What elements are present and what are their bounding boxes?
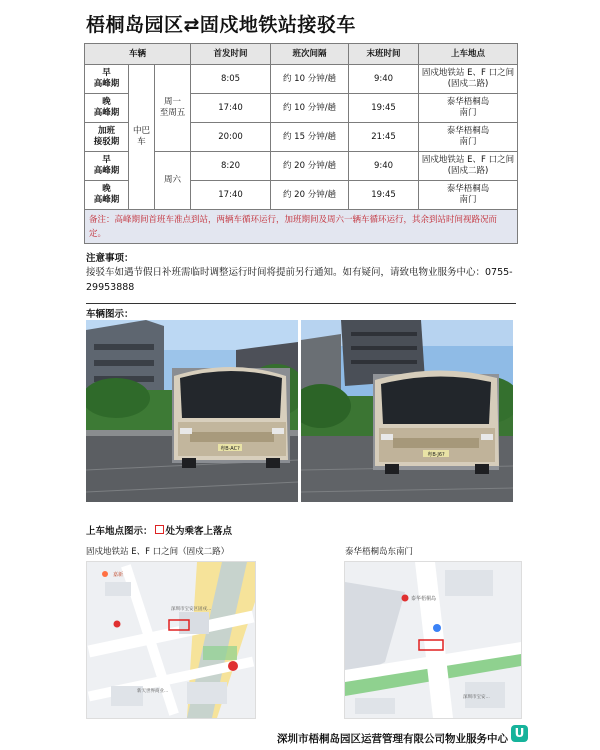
map1-label-1: 深圳市宝安区固戍... bbox=[171, 607, 212, 612]
last-time-cell: 19:45 bbox=[349, 181, 419, 210]
vehicle-type-cell: 中巴车 bbox=[129, 65, 155, 210]
pickup-heading-suffix: 处为乘客上落点 bbox=[165, 526, 233, 537]
interval-cell: 约 20 分钟/趟 bbox=[271, 152, 349, 181]
period-cell: 晚 高峰期 bbox=[85, 94, 129, 123]
last-time-cell: 21:45 bbox=[349, 123, 419, 152]
bus-illustration bbox=[301, 320, 513, 502]
page-title: 梧桐岛园区⇄固戍地铁站接驳车 bbox=[86, 14, 356, 36]
vehicle-heading: 车辆图示： bbox=[86, 309, 134, 320]
interval-cell: 约 15 分钟/趟 bbox=[271, 123, 349, 152]
location-cell: 泰华梧桐岛 南门 bbox=[419, 123, 518, 152]
first-time-cell: 8:05 bbox=[191, 65, 271, 94]
location2-label: 泰华梧桐岛东南门 bbox=[345, 547, 414, 557]
first-time-cell: 8:20 bbox=[191, 152, 271, 181]
remark-text: 备注：高峰期间首班车准点到站，两辆车循环运行，加班期间及周六一辆车循环运行，其余到站时间视路况而定。 bbox=[85, 210, 518, 244]
location-cell: 固戍地铁站 E、F 口之间 (固戍二路) bbox=[419, 65, 518, 94]
map-drawing bbox=[345, 562, 521, 718]
bus-illustration bbox=[86, 320, 298, 502]
license-plate-2: 粤B·J6? bbox=[427, 452, 445, 458]
remark-row bbox=[85, 210, 518, 244]
location-cell: 泰华梧桐岛 南门 bbox=[419, 181, 518, 210]
period-cell: 加班 接驳期 bbox=[85, 123, 129, 152]
table-row bbox=[85, 65, 518, 94]
pickup-marker-legend-icon bbox=[155, 525, 164, 534]
weekday-cell: 周一 至周五 bbox=[155, 65, 191, 152]
map2-label-1: 深圳市宝安... bbox=[463, 695, 490, 700]
header-interval: 班次间隔 bbox=[271, 44, 349, 65]
period-cell: 早 高峰期 bbox=[85, 152, 129, 181]
footer-org-name: 深圳市梧桐岛园区运营管理有限公司物业服务中心 bbox=[277, 733, 508, 745]
interval-cell: 约 10 分钟/趟 bbox=[271, 65, 349, 94]
location1-label: 固戍地铁站 E、F 口之间（固戍二路） bbox=[86, 547, 230, 557]
pickup-heading-label: 上车地点图示： bbox=[86, 526, 153, 537]
map-gushu-station bbox=[86, 561, 256, 719]
map2-label-0: 泰华梧桐岛 bbox=[411, 596, 437, 602]
pickup-heading bbox=[86, 523, 232, 537]
map-drawing bbox=[87, 562, 255, 718]
vehicle-photo-front bbox=[86, 320, 298, 502]
first-time-cell: 17:40 bbox=[191, 181, 271, 210]
header-first: 首发时间 bbox=[191, 44, 271, 65]
section-divider bbox=[86, 303, 516, 304]
saturday-cell: 周六 bbox=[155, 152, 191, 210]
map-taihua-wutongdao bbox=[344, 561, 522, 719]
first-time-cell: 17:40 bbox=[191, 94, 271, 123]
location-cell: 固戍地铁站 E、F 口之间 (固戍二路) bbox=[419, 152, 518, 181]
table-header-row bbox=[85, 44, 518, 65]
map1-label-2: 新天世界商业... bbox=[137, 689, 169, 694]
header-location: 上车地点 bbox=[419, 44, 518, 65]
header-vehicle: 车辆 bbox=[85, 44, 191, 65]
property-logo-icon: U bbox=[511, 725, 528, 742]
interval-cell: 约 20 分钟/趟 bbox=[271, 181, 349, 210]
schedule-table bbox=[84, 43, 518, 244]
vehicle-photo-angle bbox=[301, 320, 513, 502]
notice-heading: 注意事项： bbox=[86, 253, 134, 264]
last-time-cell: 19:45 bbox=[349, 94, 419, 123]
map1-label-0: 嘉新 bbox=[113, 572, 124, 578]
license-plate-1: 粤B·AC? bbox=[220, 446, 240, 452]
last-time-cell: 9:40 bbox=[349, 152, 419, 181]
interval-cell: 约 10 分钟/趟 bbox=[271, 94, 349, 123]
period-cell: 晚 高峰期 bbox=[85, 181, 129, 210]
location-cell: 泰华梧桐岛 南门 bbox=[419, 94, 518, 123]
period-cell: 早 高峰期 bbox=[85, 65, 129, 94]
header-last: 末班时间 bbox=[349, 44, 419, 65]
notice-body: 接驳车如遇节假日补班需临时调整运行时间将提前另行通知。如有疑问，请致电物业服务中心：0755-29953888 bbox=[86, 267, 513, 293]
first-time-cell: 20:00 bbox=[191, 123, 271, 152]
last-time-cell: 9:40 bbox=[349, 65, 419, 94]
